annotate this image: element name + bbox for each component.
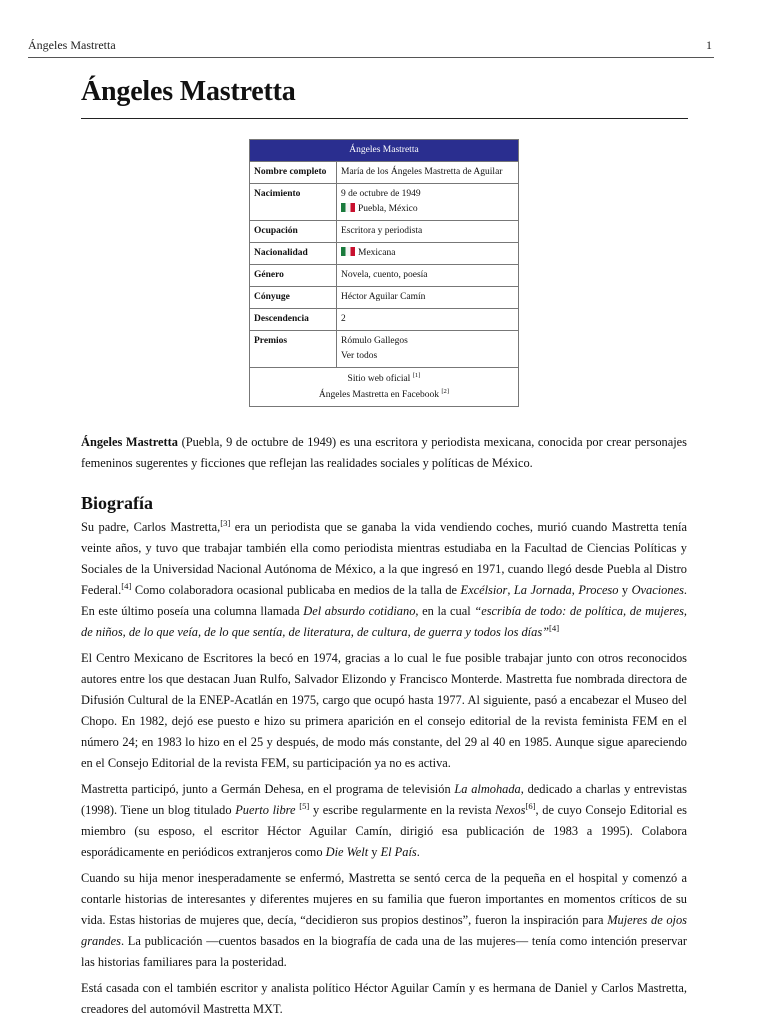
header-rule <box>28 57 714 58</box>
text-span: . <box>416 845 420 859</box>
reference-marker[interactable]: [5] <box>299 800 310 811</box>
text-span: , dedicado a charlas y entrevistas (1998). Tiene un blog titulado <box>81 782 687 817</box>
text-span: . En este último poseía una columna llamada <box>81 583 688 618</box>
official-site-link[interactable]: Sitio web oficial <box>347 374 411 384</box>
reference-marker[interactable]: [4] <box>121 580 132 591</box>
text-span: Mastretta participó, junto a Germán Dehesa, en el programa de televisión <box>81 782 455 796</box>
quote: “escribía de todo: de política, de mujeres, de niños, de lo que veía, de lo que sentía, de literatura, de cultura, de guerra y todos los días” <box>81 604 687 639</box>
infobox-label: Ocupación <box>250 221 337 243</box>
infobox-value: 2 <box>337 309 519 331</box>
magazine-title: Nexos <box>495 803 526 817</box>
facebook-link[interactable]: Ángeles Mastretta en Facebook <box>318 390 439 400</box>
infobox-label: Descendencia <box>250 309 337 331</box>
infobox-row <box>250 331 519 368</box>
text-span: , de cuyo Consejo Editorial es miembro (su esposo, el escritor Héctor Aguilar Camín, dirigió esa publicación de 1983 a 1995). Colabora esporádicamente en periódicos extranjeros como <box>81 803 687 859</box>
intro-paragraph <box>81 432 687 479</box>
biography-section <box>81 517 687 1025</box>
infobox-footer <box>250 368 519 407</box>
reference-marker[interactable]: [1] <box>412 371 421 379</box>
media-title: La Jornada <box>513 583 572 597</box>
newspaper-title: El País <box>380 845 417 859</box>
text-span: Como colaboradora ocasional publicaba en medios de la talla de <box>131 583 461 597</box>
show-title: La almohada <box>454 782 521 796</box>
mexico-flag-icon <box>341 247 355 256</box>
infobox-label: Premios <box>250 331 337 368</box>
text-span: y <box>618 583 632 597</box>
infobox-row <box>250 162 519 184</box>
infobox-label: Nacimiento <box>250 184 337 221</box>
infobox-value: Héctor Aguilar Camín <box>337 287 519 309</box>
book-title: Mujeres de ojos grandes <box>81 913 688 948</box>
column-title: Del absurdo cotidiano <box>303 604 416 618</box>
title-rule <box>81 118 688 119</box>
infobox-value: María de los Ángeles Mastretta de Aguilar <box>337 162 519 184</box>
text-span: . La publicación —cuentos basados en la biografía de cada una de las mujeres— tenía como intención preservar las historias familiares para la posteridad. <box>81 934 687 969</box>
paragraph: El Centro Mexicano de Escritores la becó en 1974, gracias a lo cual le fue posible trabajar junto con otros reconocidos autores entre los que destacan Juan Rulfo, Salvador Elizondo y Francisco Monterde. Mastretta fue nombrada directora de Difusión Cultural de la ENEP-Acatlán en 1975, cargo que ocupó hasta 1977. Al siguiente, pasó a encabezar el Museo del Chopo. En 1982, dejó ese puesto e hizo su primera aparición en el consejo editorial de la revista feminista FEM en el número 24; en 1983 lo hizo en el 25 y después, de modo más constante, del 29 al 40 en 1985. Aunque sigue apareciendo en el Consejo Editorial de la revista FEM, su participación ya no es activa. <box>81 651 687 770</box>
intro-text: (Puebla, 9 de octubre de 1949) es una escritora y periodista mexicana, conocida por crear personajes femeninos sugerentes y ficciones que reflejan las realidades sociales y políticas de México. <box>81 435 687 470</box>
infobox-value <box>337 243 519 265</box>
running-header <box>28 38 712 53</box>
text-span: Cuando su hija menor inesperadamente se enfermó, Mastretta se sentó cerca de la pequeña en el hospital y comenzó a contarle historias de interesantes y diferentes mujeres en su familia que fueron importantes en momentos críticos de su vida. Estas historias de mujeres que, decía, “decidieron sus propios destinos”, fueron la inspiración para <box>81 871 687 927</box>
infobox-label: Género <box>250 265 337 287</box>
paragraph: Está casada con el también escritor y analista político Héctor Aguilar Camín y es hermana de Daniel y Carlos Mastretta, creadores del automóvil Mastretta MXT. <box>81 981 687 1016</box>
see-all-link[interactable]: Ver todos <box>341 351 378 361</box>
nationality-link[interactable]: Mexicana <box>358 248 396 258</box>
infobox-value <box>337 331 519 368</box>
paragraph <box>81 517 687 643</box>
blog-title: Puerto libre <box>235 803 296 817</box>
reference-marker[interactable]: [4] <box>549 622 560 633</box>
infobox-row <box>250 309 519 331</box>
text-span: y <box>368 845 381 859</box>
article-title: Ángeles Mastretta <box>81 76 296 107</box>
paragraph <box>81 868 687 973</box>
reference-marker[interactable]: [6] <box>525 800 536 811</box>
text-span: , <box>507 583 514 597</box>
reference-marker[interactable]: [3] <box>220 517 231 528</box>
infobox-label: Nacionalidad <box>250 243 337 265</box>
newspaper-title: Die Welt <box>325 845 369 859</box>
mexico-flag-icon <box>341 203 355 212</box>
media-title: Excélsior <box>460 583 508 597</box>
section-heading-biography: Biografía <box>81 493 153 513</box>
text-span: , <box>571 583 579 597</box>
paragraph <box>81 779 687 863</box>
infobox-row <box>250 221 519 243</box>
media-title: Proceso <box>578 583 619 597</box>
infobox <box>249 139 519 407</box>
text-span: era un periodista que se ganaba la vida vendiendo coches, murió cuando Mastretta tenía veinte años, y tuvo que trabajar también ella como periodista mientras estudiaba en la Facultad de Ciencias Políticas y Sociales de la Universidad Nacional Autónoma de México, a la que ingresó en 1971, cuando llegó desde Puebla al Distro Federal. <box>81 520 687 597</box>
infobox-value <box>337 184 519 221</box>
infobox-title: Ángeles Mastretta <box>250 140 519 162</box>
text-span: y escribe regularmente en la revista <box>309 803 496 817</box>
award-link[interactable]: Rómulo Gallegos <box>341 336 408 346</box>
infobox-label: Nombre completo <box>250 162 337 184</box>
text-span: , en la cual <box>415 604 475 618</box>
infobox-row <box>250 184 519 221</box>
infobox-value: Escritora y periodista <box>337 221 519 243</box>
page-number: 1 <box>706 38 712 52</box>
infobox-row <box>250 265 519 287</box>
subject-name: Ángeles Mastretta <box>81 435 178 449</box>
running-title: Ángeles Mastretta <box>28 38 116 52</box>
text-span: Su padre, Carlos Mastretta, <box>81 520 221 534</box>
birth-date: 9 de octubre de 1949 <box>341 189 421 199</box>
media-title: Ovaciones <box>631 583 684 597</box>
reference-marker[interactable]: [2] <box>441 387 450 395</box>
infobox-label: Cónyuge <box>250 287 337 309</box>
infobox-row <box>250 243 519 265</box>
birth-place-link[interactable]: Puebla, México <box>358 204 418 214</box>
infobox-value: Novela, cuento, poesía <box>337 265 519 287</box>
infobox-row <box>250 287 519 309</box>
